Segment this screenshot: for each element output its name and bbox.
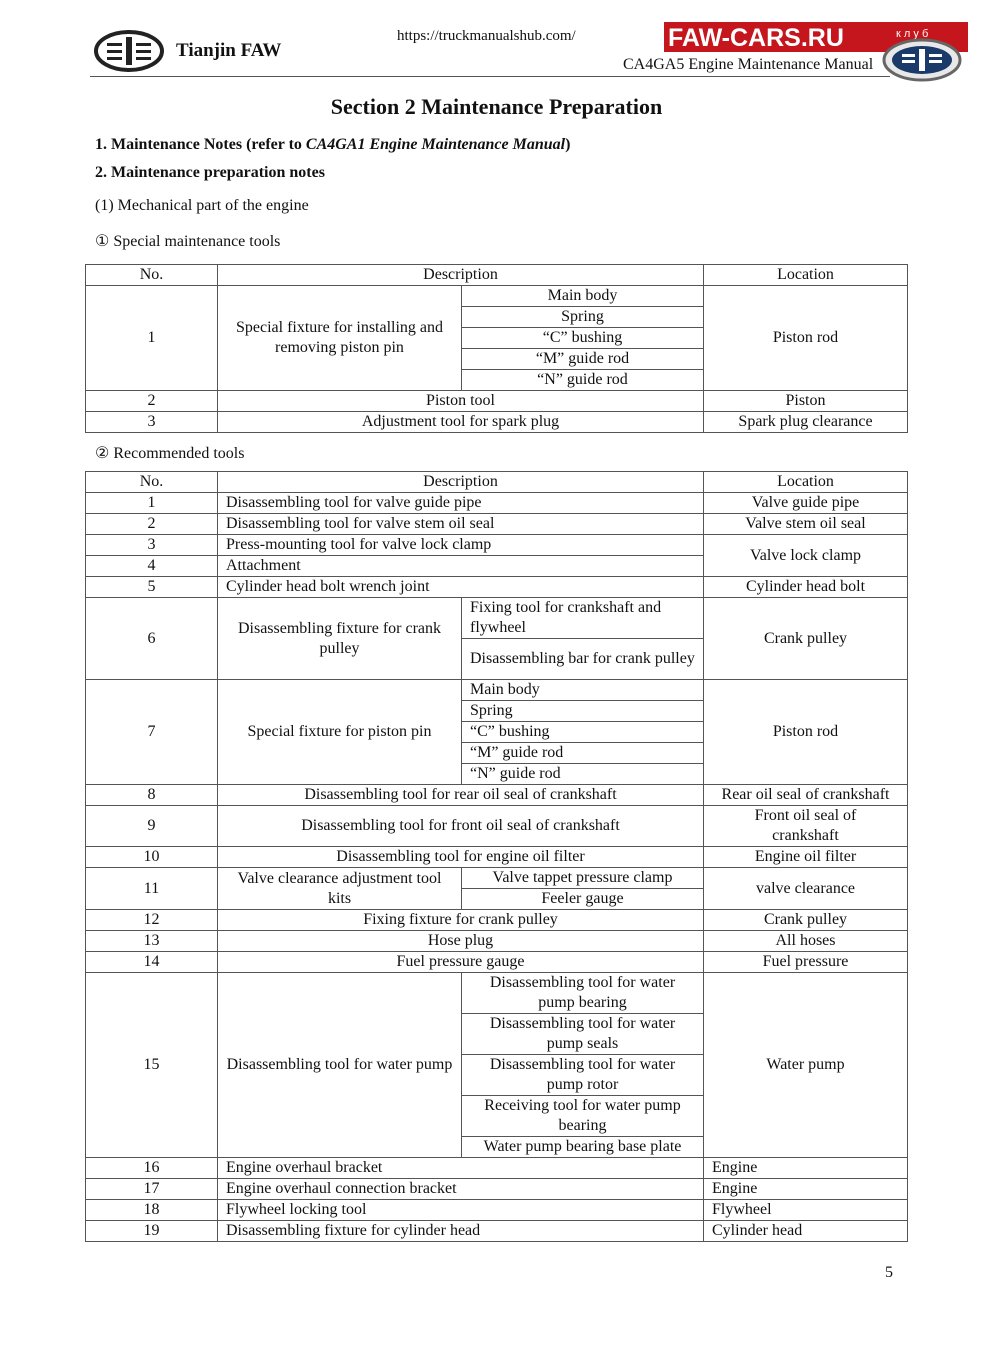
table-row: [86, 785, 908, 806]
table-cell: “M” guide rod: [462, 743, 704, 764]
note-recommended-tools: ② Recommended tools: [95, 445, 245, 462]
table-cell: Front oil seal of crankshaft: [704, 806, 908, 847]
table-row: [86, 1221, 908, 1242]
table-cell: Disassembling tool for valve guide pipe: [218, 493, 704, 514]
table-cell: 3: [86, 412, 218, 433]
table-cell: Disassembling bar for crank pulley: [462, 639, 704, 680]
table-row: [86, 806, 908, 847]
table-cell: 6: [86, 598, 218, 680]
table-row: [86, 847, 908, 868]
table-cell: Cylinder head bolt wrench joint: [218, 577, 704, 598]
table-cell: 11: [86, 868, 218, 910]
table-cell: Spring: [462, 701, 704, 722]
table-row: [86, 952, 908, 973]
header-location: Location: [704, 265, 908, 286]
table-row: [86, 577, 908, 598]
table-cell: 15: [86, 973, 218, 1158]
table-header-row: [86, 472, 908, 493]
table-cell: Fixing tool for crankshaft and flywheel: [462, 598, 704, 639]
table-cell: Disassembling fixture for crank pulley: [218, 598, 462, 680]
faw-cars-brand-logo: [664, 22, 968, 82]
table-row: [86, 286, 908, 307]
table-cell: 1: [86, 493, 218, 514]
table-cell: Engine: [704, 1158, 908, 1179]
table-cell: Flywheel: [704, 1200, 908, 1221]
note-maintenance-notes: 1. Maintenance Notes (refer to CA4GA1 Engine Maintenance Manual): [95, 136, 571, 153]
header-no: No.: [86, 472, 218, 493]
table-row: [86, 910, 908, 931]
table-cell: 18: [86, 1200, 218, 1221]
table-cell: Special fixture for installing and removing piston pin: [218, 286, 462, 391]
table-cell: 2: [86, 391, 218, 412]
table-cell: 8: [86, 785, 218, 806]
table-cell: Disassembling tool for water pump rotor: [462, 1055, 704, 1096]
table-cell: “N” guide rod: [462, 764, 704, 785]
table-cell: 14: [86, 952, 218, 973]
table-cell: Spring: [462, 307, 704, 328]
table-row: [86, 1179, 908, 1200]
special-tools-table: [85, 264, 908, 433]
table-cell: Main body: [462, 680, 704, 701]
brand-text: FAW-CARS.RU: [668, 24, 844, 52]
table-cell: Cylinder head: [704, 1221, 908, 1242]
table-cell: 17: [86, 1179, 218, 1200]
table-cell: Valve lock clamp: [704, 535, 908, 577]
table-cell: “N” guide rod: [462, 370, 704, 391]
table-cell: Engine: [704, 1179, 908, 1200]
table-row: [86, 680, 908, 701]
table-cell: Rear oil seal of crankshaft: [704, 785, 908, 806]
table-cell: 1: [86, 286, 218, 391]
table-cell: “C” bushing: [462, 328, 704, 349]
table-cell: Special fixture for piston pin: [218, 680, 462, 785]
table-row: [86, 535, 908, 556]
company-name: Tianjin FAW: [176, 40, 282, 61]
table-cell: Disassembling tool for front oil seal of crankshaft: [218, 806, 704, 847]
section-title: Section 2 Maintenance Preparation: [330, 94, 663, 119]
table-row: [86, 412, 908, 433]
table-cell: Water pump bearing base plate: [462, 1137, 704, 1158]
table-cell: 16: [86, 1158, 218, 1179]
table-row: [86, 493, 908, 514]
table-cell: Adjustment tool for spark plug: [218, 412, 704, 433]
table-cell: Feeler gauge: [462, 889, 704, 910]
note-special-tools: ① Special maintenance tools: [95, 233, 281, 250]
table-cell: 13: [86, 931, 218, 952]
note-mechanical-part: (1) Mechanical part of the engine: [95, 197, 309, 214]
table-cell: Piston rod: [704, 286, 908, 391]
table-cell: Piston: [704, 391, 908, 412]
table-cell: Fixing fixture for crank pulley: [218, 910, 704, 931]
table-cell: Water pump: [704, 973, 908, 1158]
header-url[interactable]: https://truckmanualshub.com/: [397, 28, 576, 44]
page-number: 5: [885, 1264, 893, 1281]
table-cell: Valve clearance adjustment tool kits: [218, 868, 462, 910]
table-cell: Flywheel locking tool: [218, 1200, 704, 1221]
manual-title: CA4GA5 Engine Maintenance Manual: [623, 56, 874, 73]
table-cell: Disassembling tool for rear oil seal of crankshaft: [218, 785, 704, 806]
table-cell: Disassembling tool for water pump seals: [462, 1014, 704, 1055]
table-row: [86, 973, 908, 1014]
table-cell: 5: [86, 577, 218, 598]
table-cell: 3: [86, 535, 218, 556]
table-cell: valve clearance: [704, 868, 908, 910]
table-cell: 12: [86, 910, 218, 931]
header-description: Description: [218, 472, 704, 493]
table-cell: “C” bushing: [462, 722, 704, 743]
table-cell: Engine overhaul connection bracket: [218, 1179, 704, 1200]
table-cell: Engine oil filter: [704, 847, 908, 868]
table-cell: All hoses: [704, 931, 908, 952]
table-row: [86, 598, 908, 639]
brand-sub-text: клуб: [896, 28, 932, 40]
table-cell: Valve stem oil seal: [704, 514, 908, 535]
table-cell: Piston tool: [218, 391, 704, 412]
table-cell: 19: [86, 1221, 218, 1242]
table-cell: Crank pulley: [704, 910, 908, 931]
tianjin-faw-logo: [93, 28, 165, 74]
table-cell: Disassembling tool for engine oil filter: [218, 847, 704, 868]
table-cell: Fuel pressure gauge: [218, 952, 704, 973]
table-cell: “M” guide rod: [462, 349, 704, 370]
table-cell: Spark plug clearance: [704, 412, 908, 433]
header-description: Description: [218, 265, 704, 286]
table-row: [86, 1158, 908, 1179]
table-cell: Fuel pressure: [704, 952, 908, 973]
table-cell: Disassembling tool for valve stem oil seal: [218, 514, 704, 535]
table-cell: Disassembling tool for water pump: [218, 973, 462, 1158]
table-header-row: [86, 265, 908, 286]
table-cell: 7: [86, 680, 218, 785]
header-location: Location: [704, 472, 908, 493]
table-cell: Engine overhaul bracket: [218, 1158, 704, 1179]
table-cell: Cylinder head bolt: [704, 577, 908, 598]
table-cell: Receiving tool for water pump bearing: [462, 1096, 704, 1137]
table-cell: Crank pulley: [704, 598, 908, 680]
table-cell: 10: [86, 847, 218, 868]
table-cell: Valve guide pipe: [704, 493, 908, 514]
table-cell: Disassembling fixture for cylinder head: [218, 1221, 704, 1242]
manual-reference: CA4GA1 Engine Maintenance Manual: [305, 136, 566, 153]
table-cell: Valve tappet pressure clamp: [462, 868, 704, 889]
table-cell: 9: [86, 806, 218, 847]
table-row: [86, 391, 908, 412]
table-cell: 4: [86, 556, 218, 577]
table-cell: Piston rod: [704, 680, 908, 785]
table-row: [86, 1200, 908, 1221]
table-cell: Hose plug: [218, 931, 704, 952]
table-cell: 2: [86, 514, 218, 535]
table-row: [86, 514, 908, 535]
recommended-tools-table: [85, 471, 908, 1242]
table-cell: Disassembling tool for water pump bearing: [462, 973, 704, 1014]
table-cell: Main body: [462, 286, 704, 307]
table-cell: Attachment: [218, 556, 704, 577]
header-no: No.: [86, 265, 218, 286]
table-cell: Press-mounting tool for valve lock clamp: [218, 535, 704, 556]
note-preparation: 2. Maintenance preparation notes: [95, 164, 325, 181]
table-row: [86, 931, 908, 952]
table-row: [86, 868, 908, 889]
